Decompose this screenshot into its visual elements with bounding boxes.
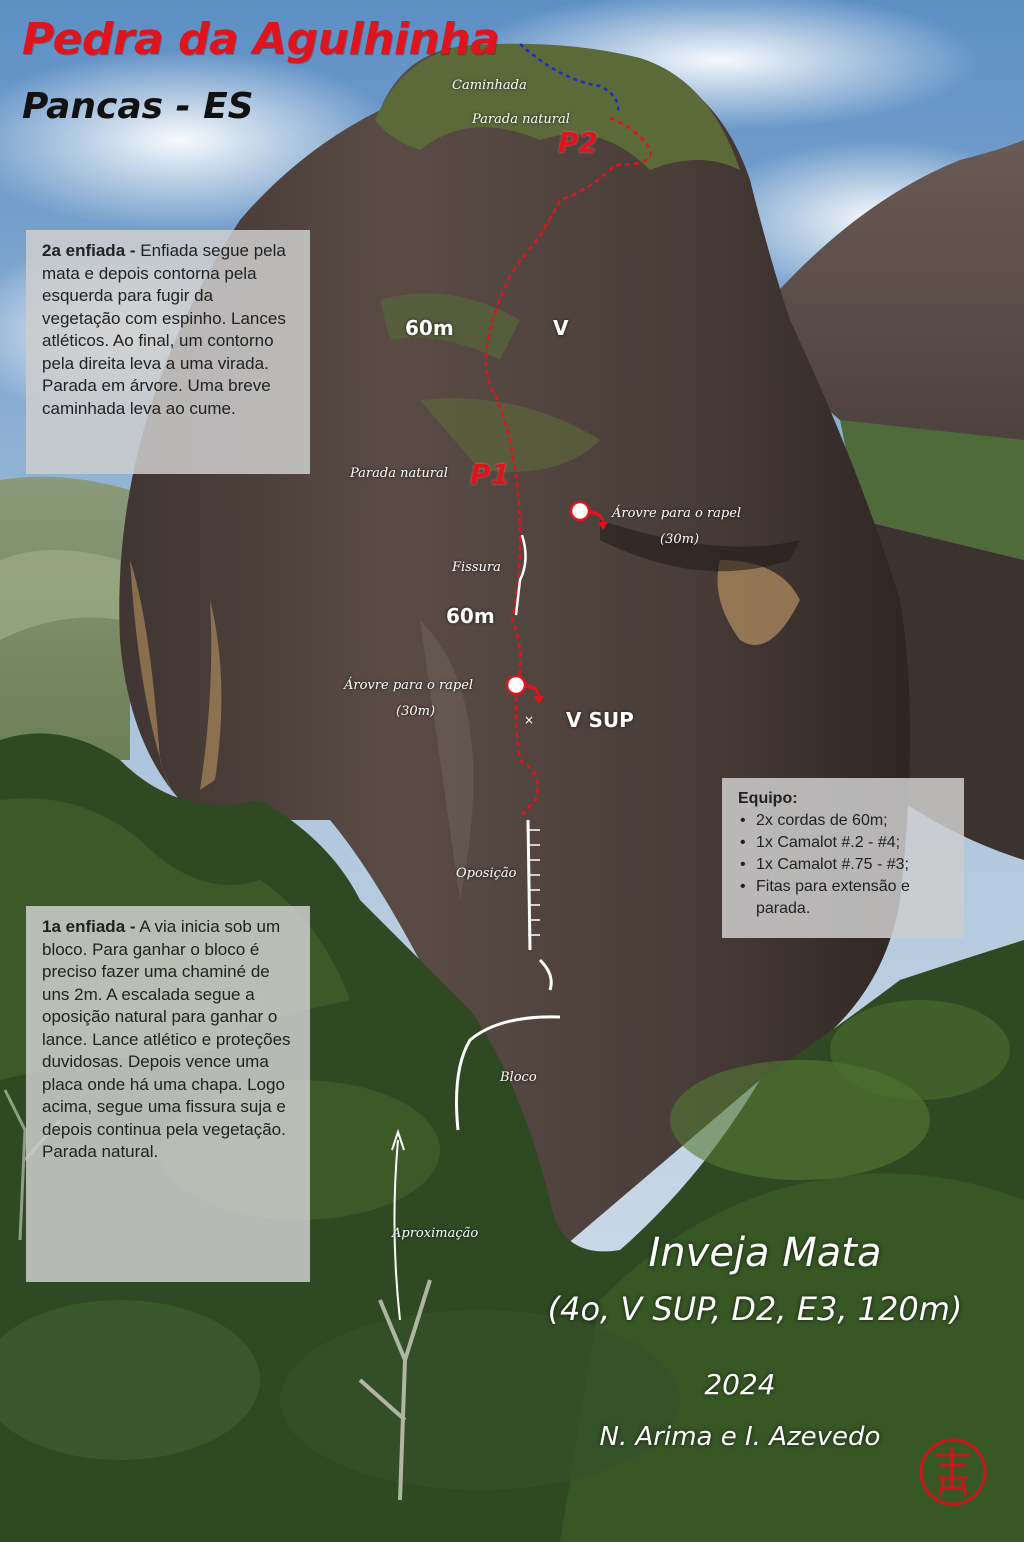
location-subtitle: Pancas - ES <box>22 86 254 127</box>
pitch1-text: A via inicia sob um bloco. Para ganhar o bloco é preciso fazer uma chaminé de uns 2m. A escalada segue a oposição natural para ganhar o lance. Lance atlético e proteções duvidosas. Depois vence uma placa onde há uma chapa. Logo acima, segue uma fissura suja e depois continua pela vegetação. Parada natural. <box>42 917 291 1161</box>
pitch2-description-box <box>26 230 310 474</box>
rappel-tree-2-length: (30m) <box>396 704 436 719</box>
caminhada-label: Caminhada <box>452 78 527 93</box>
pitch1-heading: 1a enfiada - <box>42 917 136 936</box>
aproximacao-label: Aproximação <box>392 1226 479 1241</box>
equipment-item: • 2x cordas de 60m; <box>740 810 950 832</box>
bloco-label: Bloco <box>500 1070 537 1085</box>
route-grade: (4o, V SUP, D2, E3, 120m) <box>547 1290 963 1328</box>
pitch1-description-box <box>26 906 310 1282</box>
pitch2-length: 60m <box>405 316 454 340</box>
pitch1-length: 60m <box>446 604 495 628</box>
rappel-tree-1-length: (30m) <box>660 532 700 547</box>
route-name: Inveja Mata <box>648 1230 882 1276</box>
pitch1-grade: V SUP <box>566 708 634 732</box>
p1-label: P1 <box>470 458 511 491</box>
equipment-heading: Equipo: <box>738 790 798 807</box>
oposicao-label: Oposição <box>456 866 517 881</box>
svg-text:×: × <box>524 713 535 727</box>
equipment-list <box>738 810 950 920</box>
parada-natural-mid-label: Parada natural <box>350 466 448 481</box>
route-year: 2024 <box>704 1368 776 1401</box>
equipment-item: • Fitas para extensão e parada. <box>740 876 950 920</box>
equipment-item: • 1x Camalot #.75 - #3; <box>740 854 950 876</box>
route-authors: N. Arima e I. Azevedo <box>599 1422 881 1452</box>
pitch2-heading: 2a enfiada - <box>42 241 136 260</box>
equipment-box <box>722 778 964 938</box>
parada-natural-top-label: Parada natural <box>472 112 570 127</box>
page-title: Pedra da Agulhinha <box>22 14 500 65</box>
pitch2-grade: V <box>553 316 569 340</box>
p2-label: P2 <box>558 126 599 159</box>
rappel-tree-2-label: Árovre para o rapel <box>344 678 474 693</box>
fissura-label: Fissura <box>452 560 501 575</box>
equipment-item: • 1x Camalot #.2 - #4; <box>740 832 950 854</box>
rappel-tree-1-label: Árovre para o rapel <box>612 506 742 521</box>
pitch2-text: Enfiada segue pela mata e depois contorna pela esquerda para fugir da vegetação com espinho. Lances atléticos. Ao final, um contorno pela direita leva a uma virada. Parada em árvore. Uma breve caminhada leva ao cume. <box>42 241 286 418</box>
